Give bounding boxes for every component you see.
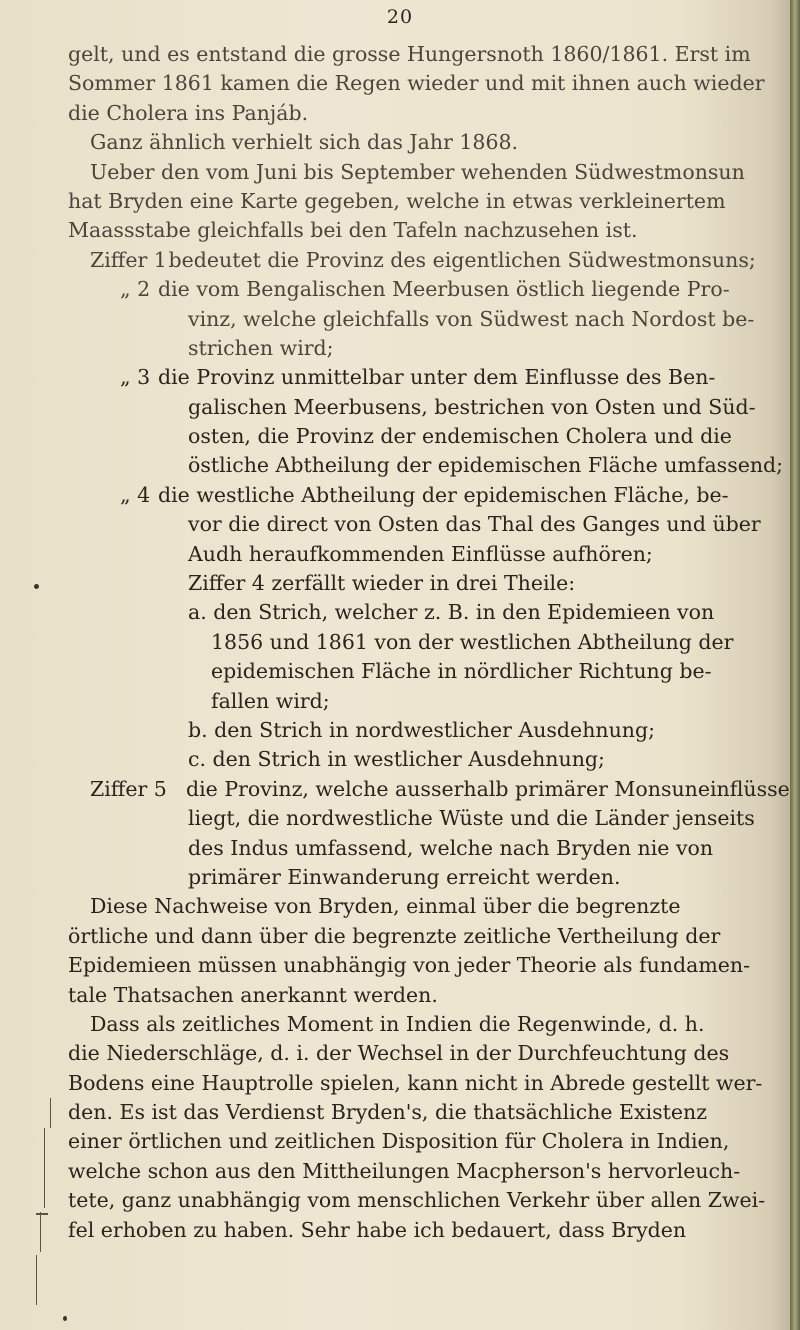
page-text <box>68 40 790 1245</box>
ink-speck <box>63 1316 67 1321</box>
sub-label: c. <box>188 747 206 772</box>
ziffer-text: primärer Einwanderung erreicht werden. <box>188 864 621 889</box>
ziffer-label: „ 3 <box>120 365 151 390</box>
pencil-margin-mark <box>40 1212 41 1252</box>
ziffer-item-3 <box>68 363 782 392</box>
sub-item-a <box>68 598 782 627</box>
text-line: hat Bryden eine Karte gegeben, welche in etwas verkleinertem <box>68 188 726 213</box>
paragraph-line: Epidemieen müssen unabhängig von jeder Theorie als fundamen- <box>68 953 751 978</box>
ziffer-label: Ziffer 5 <box>90 776 167 801</box>
ziffer-text: bedeutet die Provinz des eigentlichen Südwestmonsuns; <box>168 247 756 272</box>
sub-item-c <box>68 745 782 774</box>
page-number: 20 <box>386 6 414 28</box>
paragraph-line: örtliche und dann über die begrenzte zeitliche Vertheilung der <box>68 923 721 948</box>
ziffer-text: strichen wird; <box>188 335 334 360</box>
ziffer-text: osten, die Provinz der endemischen Cholera und die <box>188 424 732 449</box>
ziffer-text: östliche Abtheilung der epidemischen Fläche umfassend; <box>188 453 784 478</box>
sub-text: den Strich in westlicher Ausdehnung; <box>212 747 605 772</box>
text-line: Ueber den vom Juni bis September wehenden Südwestmonsun <box>90 159 745 184</box>
paragraph-line: tale Thatsachen anerkannt werden. <box>68 982 438 1007</box>
sub-item-b <box>68 716 782 745</box>
sub-text: 1856 und 1861 von der westlichen Abtheilung der <box>211 629 734 654</box>
text-line: Sommer 1861 kamen die Regen wieder und mit ihnen auch wieder <box>68 71 765 96</box>
paragraph-line: Diese Nachweise von Bryden, einmal über die begrenzte <box>90 894 681 919</box>
ink-speck <box>34 584 39 589</box>
text-line: die Cholera ins Panjáb. <box>68 100 309 125</box>
ziffer-label: Ziffer 1 <box>90 247 167 272</box>
ziffer-label: „ 4 <box>120 482 151 507</box>
pencil-dash-mark <box>36 1213 48 1215</box>
ziffer-text: vor die direct von Osten das Thal des Ganges und über <box>188 512 761 537</box>
sub-text: den Strich, welcher z. B. in den Epidemieen von <box>213 600 715 625</box>
paragraph-line: den. Es ist das Verdienst Bryden's, die thatsächliche Existenz <box>68 1100 708 1125</box>
text-line: Ganz ähnlich verhielt sich das Jahr 1868. <box>90 130 519 155</box>
ziffer-item-1 <box>68 246 782 275</box>
paragraph-line: die Niederschläge, d. i. der Wechsel in der Durchfeuchtung des <box>68 1041 730 1066</box>
sub-label: a. <box>188 600 207 625</box>
sub-text: den Strich in nordwestlicher Ausdehnung; <box>214 717 656 742</box>
ziffer4-intro: Ziffer 4 zerfällt wieder in drei Theile: <box>188 571 576 596</box>
sub-label: b. <box>188 717 208 742</box>
paragraph-line: welche schon aus den Mittheilungen Macpherson's hervorleuch- <box>68 1158 741 1183</box>
pencil-margin-mark <box>50 1098 51 1128</box>
ziffer-text: vinz, welche gleichfalls von Südwest nach Nordost be- <box>188 306 755 331</box>
ziffer-item-5 <box>68 775 790 804</box>
ziffer-text: des Indus umfassend, welche nach Bryden nie von <box>188 835 714 860</box>
ziffer-text: die Provinz, welche ausserhalb primärer Monsuneinflüsse <box>186 776 790 801</box>
ziffer-text: die westliche Abtheilung der epidemischen Fläche, be- <box>158 482 729 507</box>
paragraph-line: einer örtlichen und zeitlichen Disposition für Cholera in Indien, <box>68 1129 730 1154</box>
ziffer-item-4 <box>68 481 782 510</box>
paragraph-line: Bodens eine Hauptrolle spielen, kann nicht in Abrede gestellt wer- <box>68 1070 763 1095</box>
sub-text: fallen wird; <box>211 688 330 713</box>
pencil-margin-mark <box>44 1128 45 1208</box>
ziffer-label: „ 2 <box>120 277 151 302</box>
ziffer-text: liegt, die nordwestliche Wüste und die Länder jenseits <box>188 806 755 831</box>
paragraph-line: Dass als zeitliches Moment in Indien die Regenwinde, d. h. <box>90 1011 705 1036</box>
paragraph-line: tete, ganz unabhängig vom menschlichen Verkehr über allen Zwei- <box>68 1188 766 1213</box>
text-line: gelt, und es entstand die grosse Hungersnoth 1860/1861. Erst im <box>68 42 751 66</box>
pencil-margin-mark <box>36 1255 37 1305</box>
text-line: Maassstabe gleichfalls bei den Tafeln nachzusehen ist. <box>68 218 638 243</box>
ziffer-text: galischen Meerbusens, bestrichen von Osten und Süd- <box>188 394 756 419</box>
paragraph-line: fel erhoben zu haben. Sehr habe ich bedauert, dass Bryden <box>68 1217 687 1242</box>
ziffer-text: Audh heraufkommenden Einflüsse aufhören; <box>188 541 653 566</box>
ziffer-text: die vom Bengalischen Meerbusen östlich liegende Pro- <box>158 277 730 302</box>
page-edge-binding <box>790 0 800 1330</box>
sub-text: epidemischen Fläche in nördlicher Richtung be- <box>211 659 712 684</box>
ziffer-item-2 <box>68 275 782 304</box>
ziffer-text: die Provinz unmittelbar unter dem Einflusse des Ben- <box>158 365 716 390</box>
